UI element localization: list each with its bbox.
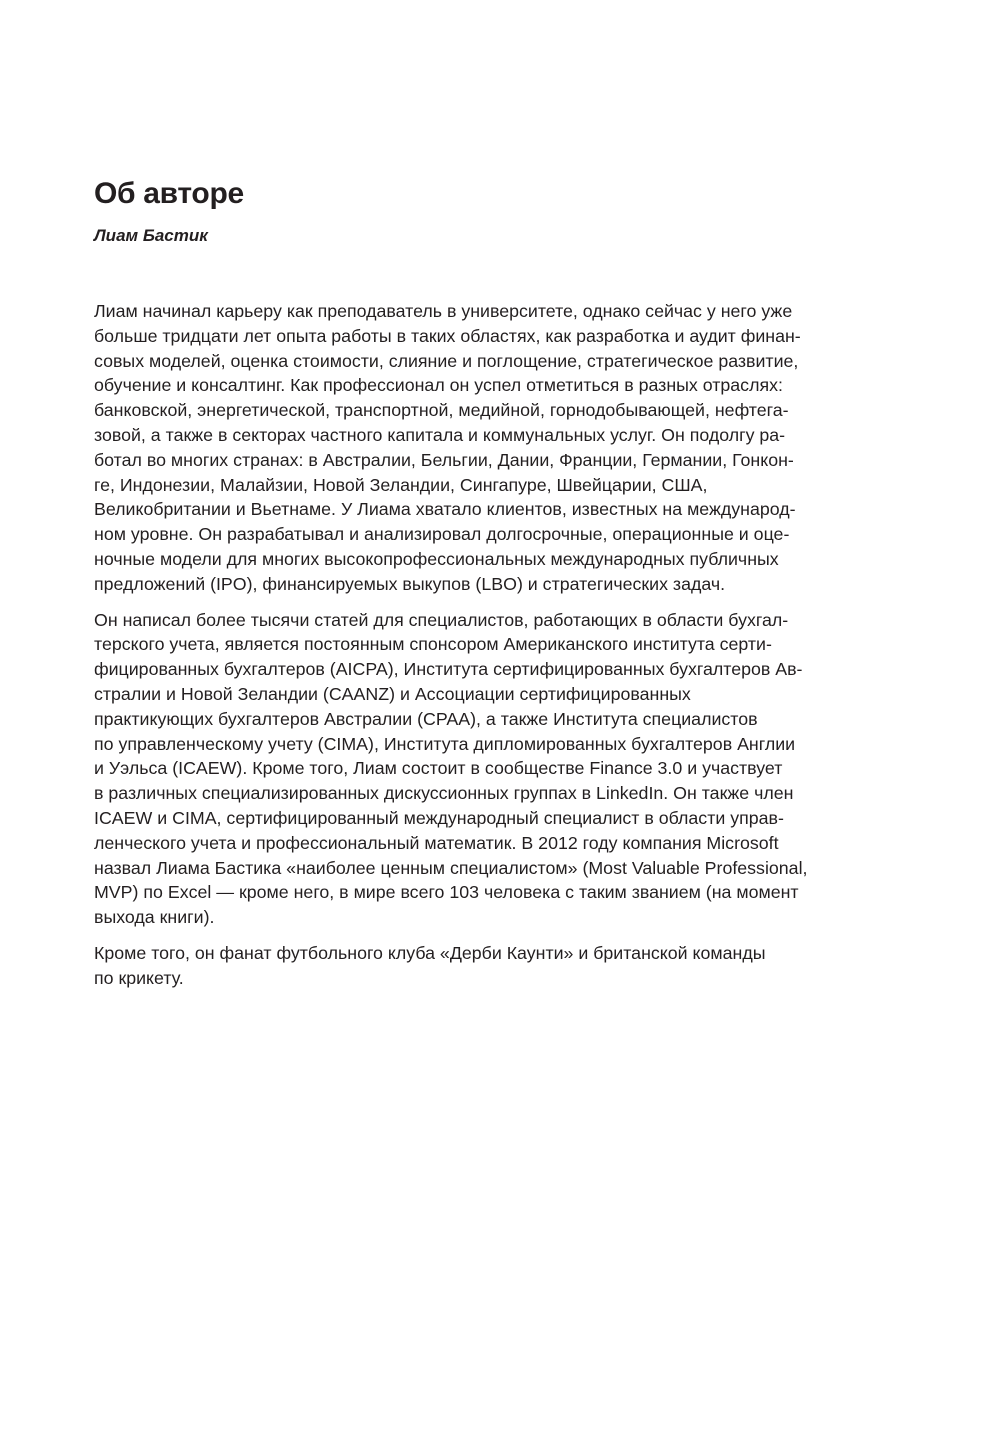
text-line: стралии и Новой Зеландии (CAANZ) и Ассоциации сертифицированных <box>94 683 691 704</box>
text-line: практикующих бухгалтеров Австралии (CPAA), а также Института специалистов <box>94 708 758 729</box>
text-line: Великобритании и Вьетнаме. У Лиама хватало клиентов, известных на международ- <box>94 499 796 520</box>
author-name: Лиам Бастик <box>94 226 208 245</box>
text-line: зовой, а также в секторах частного капитала и коммунальных услуг. Он подолгу ра- <box>94 424 786 445</box>
bio-paragraph-career <box>94 299 884 597</box>
bio-paragraph-hobbies <box>94 941 884 991</box>
text-line: по крикету. <box>94 967 184 988</box>
text-line: по управленческому учету (CIMA), Института дипломированных бухгалтеров Англии <box>94 733 796 754</box>
text-line: предложений (IPO), финансируемых выкупов (LBO) и стратегических задач. <box>94 573 726 594</box>
text-line: назвал Лиама Бастика «наиболее ценным специалистом» (Most Valuable Professional, <box>94 857 808 878</box>
text-line: ICAEW и CIMA, сертифицированный международный специалист в области управ- <box>94 807 784 828</box>
text-line: ночные модели для многих высокопрофессиональных международных публичных <box>94 548 779 569</box>
text-line: ге, Индонезии, Малайзии, Новой Зеландии, Сингапуре, Швейцарии, США, <box>94 474 708 495</box>
text-line: ном уровне. Он разрабатывал и анализировал долгосрочные, операционные и оце- <box>94 524 790 545</box>
author-bio <box>94 299 884 1002</box>
text-line: в различных специализированных дискуссионных группах в LinkedIn. Он также член <box>94 783 794 804</box>
text-line: MVP) по Excel — кроме него, в мире всего 103 человека с таким званием (на момент <box>94 882 799 903</box>
text-line: совых моделей, оценка стоимости, слияние и поглощение, стратегическое развитие, <box>94 350 799 371</box>
text-line: фицированных бухгалтеров (AICPA), Института сертифицированных бухгалтеров Ав- <box>94 659 803 680</box>
text-line: терского учета, является постоянным спонсором Американского института серти- <box>94 634 772 655</box>
text-line: Лиам начинал карьеру как преподаватель в университете, однако сейчас у него уже <box>94 301 793 321</box>
text-line: ленческого учета и профессиональный математик. В 2012 году компания Microsoft <box>94 832 779 853</box>
text-line: выхода книги). <box>94 907 215 928</box>
bio-paragraph-publications <box>94 608 884 930</box>
text-line: обучение и консалтинг. Как профессионал он успел отметиться в разных отраслях: <box>94 375 783 396</box>
text-line: и Уэльса (ICAEW). Кроме того, Лиам состоит в сообществе Finance 3.0 и участвует <box>94 758 783 779</box>
page-title: Об авторе <box>94 177 244 210</box>
text-line: ботал во многих странах: в Австралии, Бельгии, Дании, Франции, Германии, Гонкон- <box>94 449 794 470</box>
text-line: Он написал более тысячи статей для специалистов, работающих в области бухгал- <box>94 609 789 630</box>
text-line: больше тридцати лет опыта работы в таких областях, как разработка и аудит финан- <box>94 325 801 346</box>
text-line: Кроме того, он фанат футбольного клуба «Дерби Каунти» и британской команды <box>94 942 766 963</box>
text-line: банковской, энергетической, транспортной, медийной, горнодобывающей, нефтега- <box>94 400 789 421</box>
